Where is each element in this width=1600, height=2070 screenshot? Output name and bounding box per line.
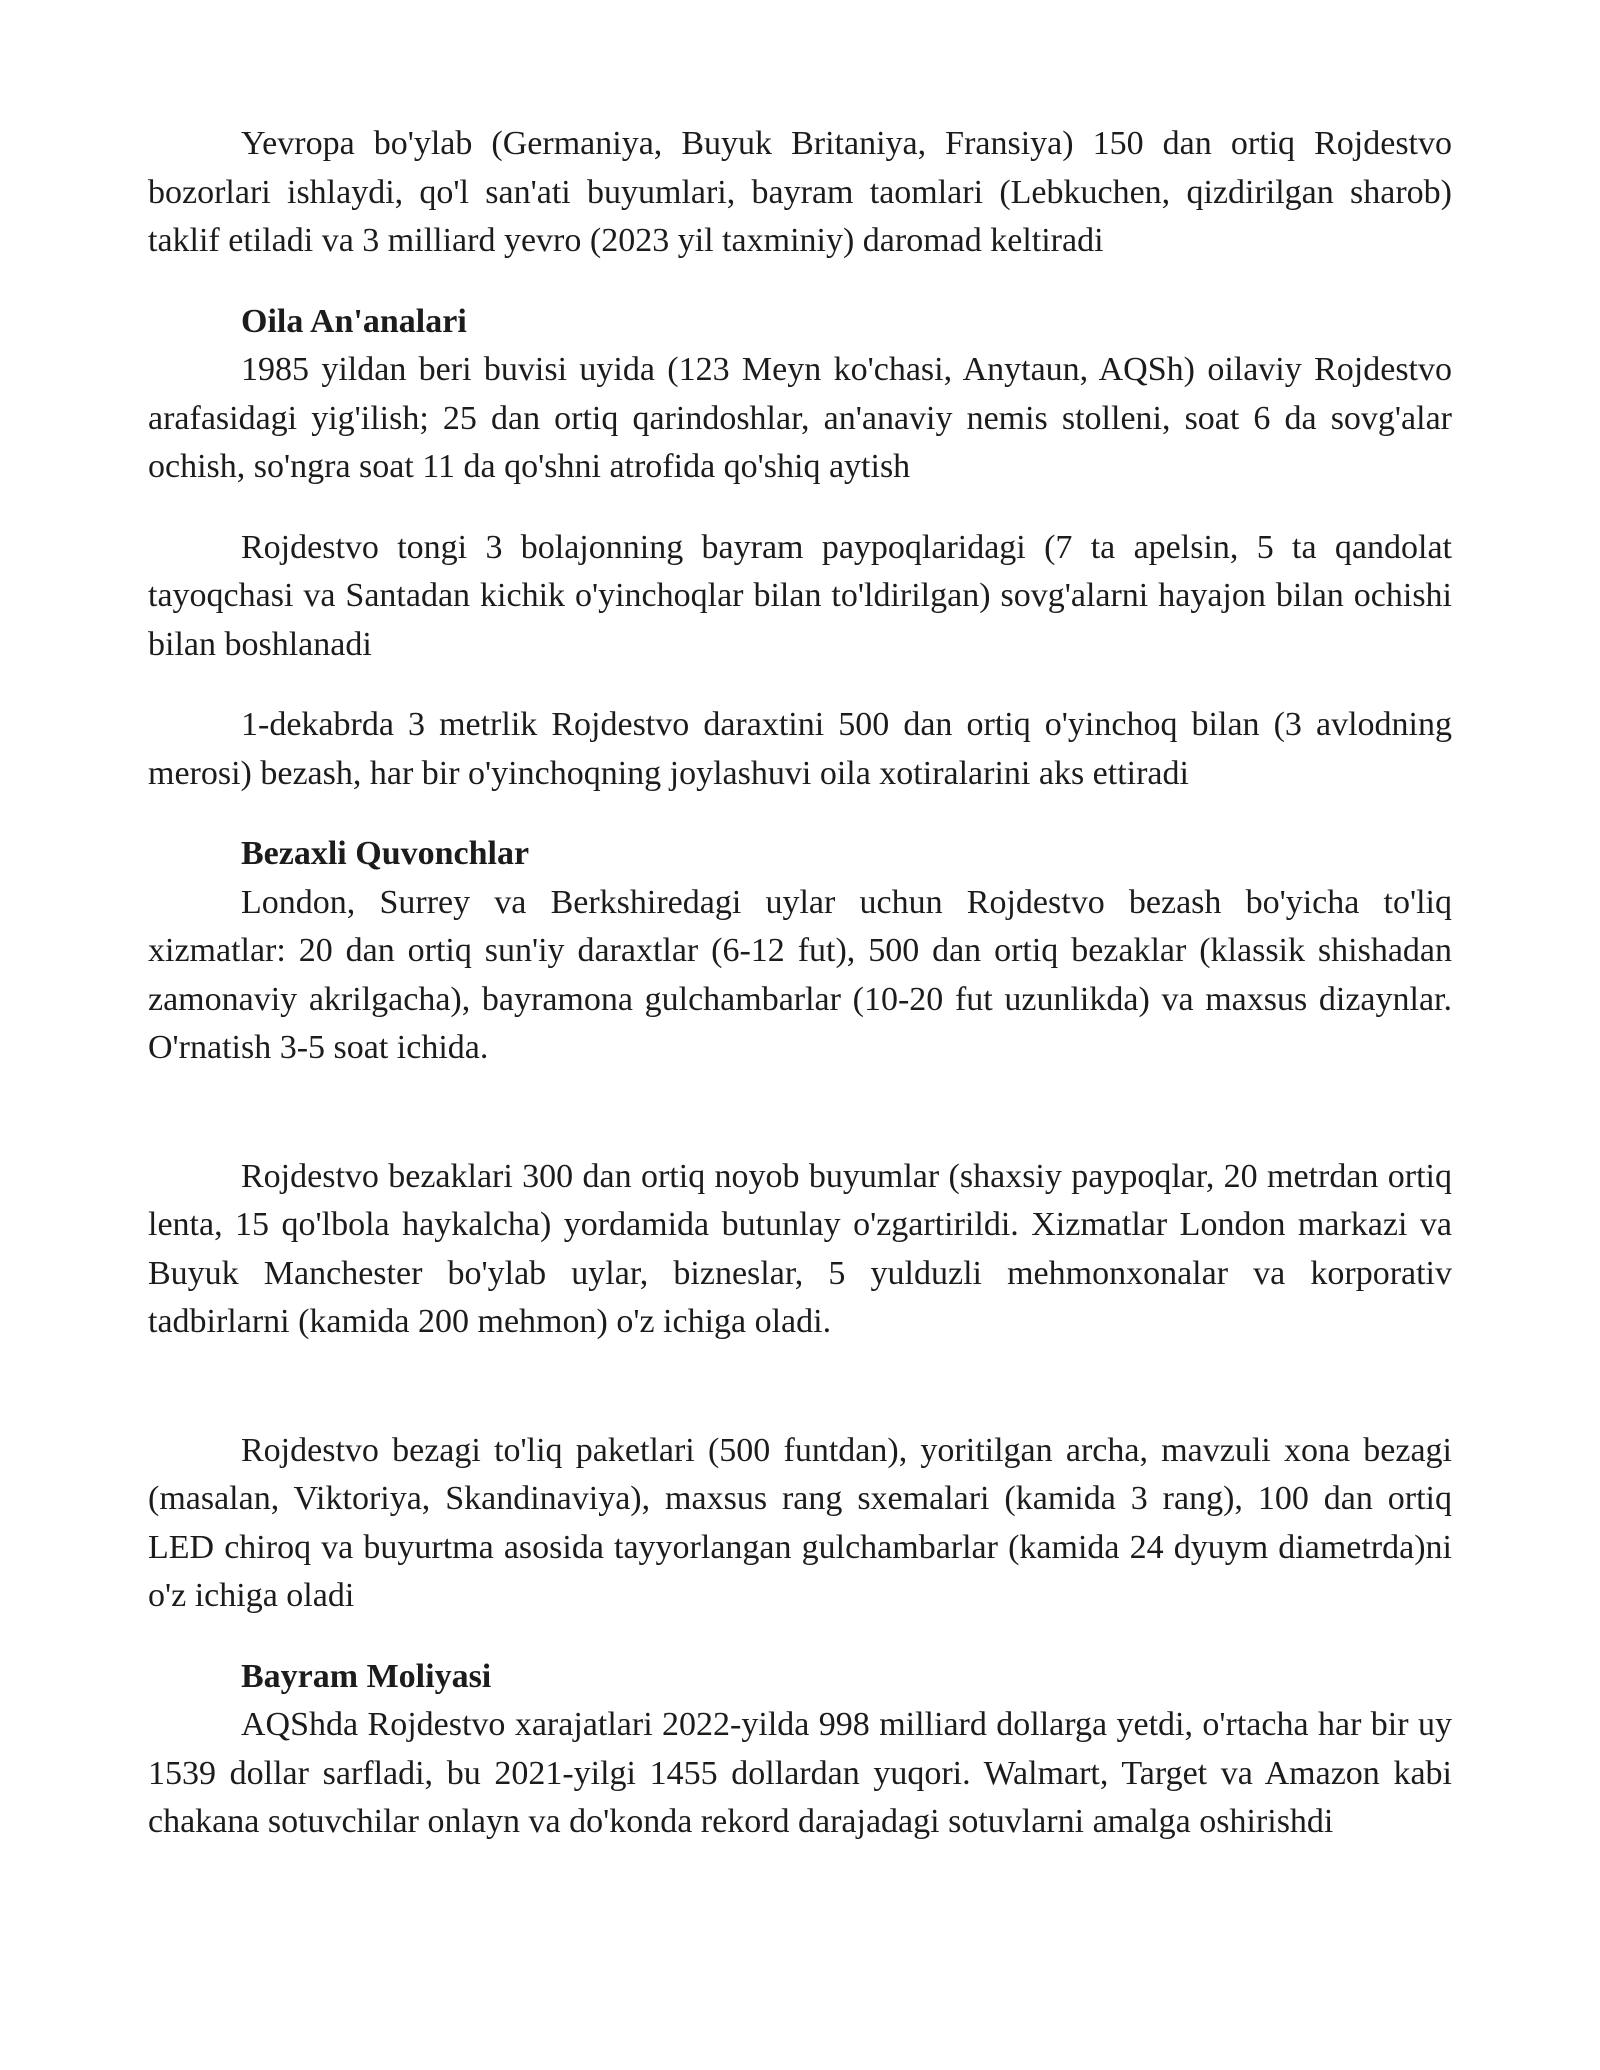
family-gathering-paragraph: 1985 yildan beri buvisi uyida (123 Meyn ko'chasi, Anytaun, AQSh) oilaviy Rojdestvo arafasidagi yig'ilish; 25 dan ortiq qarindoshlar, an'anaviy nemis stolleni, soat 6 da sovg'alar ochish, so'ngra soat 11 da qo'shni atrofida qo'shiq aytish (148, 351, 1452, 485)
decor-heading: Bezaxli Quvonchlar (241, 835, 530, 872)
decor-transformation-paragraph: Rojdestvo bezaklari 300 dan ortiq noyob buyumlar (shaxsiy paypoqlar, 20 metrdan ortiq lenta, 15 qo'lbola haykalcha) yordamida butunlay o'zgartirildi. Xizmatlar London markazi va Buyuk Manchester bo'ylab uylar, bizneslar, 5 yulduzli mehmonxonalar va korporativ tadbirlarni (kamida 200 mehmon) o'z ichiga oladi. (148, 1157, 1452, 1340)
family-traditions-heading: Oila An'analari (241, 302, 467, 340)
decor-section (148, 830, 1452, 1621)
intro-paragraph: Yevropa bo'ylab (Germaniya, Buyuk Britaniya, Fransiya) 150 dan ortiq Rojdestvo bozorlari ishlaydi, qo'l san'ati buyumlari, bayram taomlari (Lebkuchen, qizdirilgan sharob) taklif etiladi va 3 milliard yevro (2023 yil taxminiy) daromad keltiradi (148, 125, 1452, 259)
document-page (148, 120, 1452, 1879)
christmas-morning-paragraph: Rojdestvo tongi 3 bolajonning bayram paypoqlaridagi (7 ta apelsin, 5 ta qandolat tayoqchasi va Santadan kichik o'yinchoqlar bilan to'ldirilgan) sovg'alarni hayajon bilan ochishi bilan boshlanadi (148, 528, 1452, 663)
finance-paragraph: AQShda Rojdestvo xarajatlari 2022-yilda 998 milliard dollarga yetdi, o'rtacha har bir uy 1539 dollar sarfladi, bu 2021-yilgi 1455 dollardan yuqori. Walmart, Target va Amazon kabi chakana sotuvchilar onlayn va do'konda rekord darajadagi sotuvlarni amalga oshirishdi (148, 1706, 1452, 1840)
decor-services-paragraph: London, Surrey va Berkshiredagi uylar uchun Rojdestvo bezash bo'yicha to'liq xizmatlar: 20 dan ortiq sun'iy daraxtlar (6-12 fut), 500 dan ortiq bezaklar (klassik shishadan zamonaviy akrilgacha), bayramona gulchambarlar (10-20 fut uzunlikda) va maxsus dizaynlar. O'rnatish 3-5 soat ichida. (148, 883, 1452, 1066)
family-traditions-section (148, 298, 1452, 799)
tree-decorating-paragraph: 1-dekabrda 3 metrlik Rojdestvo daraxtini 500 dan ortiq o'yinchoq bilan (3 avlodning merosi) bezash, har bir o'yinchoqning joylashuvi oila xotiralarini aks ettiradi (148, 706, 1452, 792)
finance-section (148, 1653, 1452, 1847)
finance-heading: Bayram Moliyasi (241, 1657, 492, 1695)
decor-packages-paragraph: Rojdestvo bezagi to'liq paketlari (500 funtdan), yoritilgan archa, mavzuli xona bezagi (masalan, Viktoriya, Skandinaviya), maxsus rang sxemalari (kamida 3 rang), 100 dan ortiq LED chiroq va buyurtma asosida tayyorlangan gulchambarlar (kamida 24 dyuym diametrda)ni o'z ichiga oladi (148, 1431, 1452, 1614)
